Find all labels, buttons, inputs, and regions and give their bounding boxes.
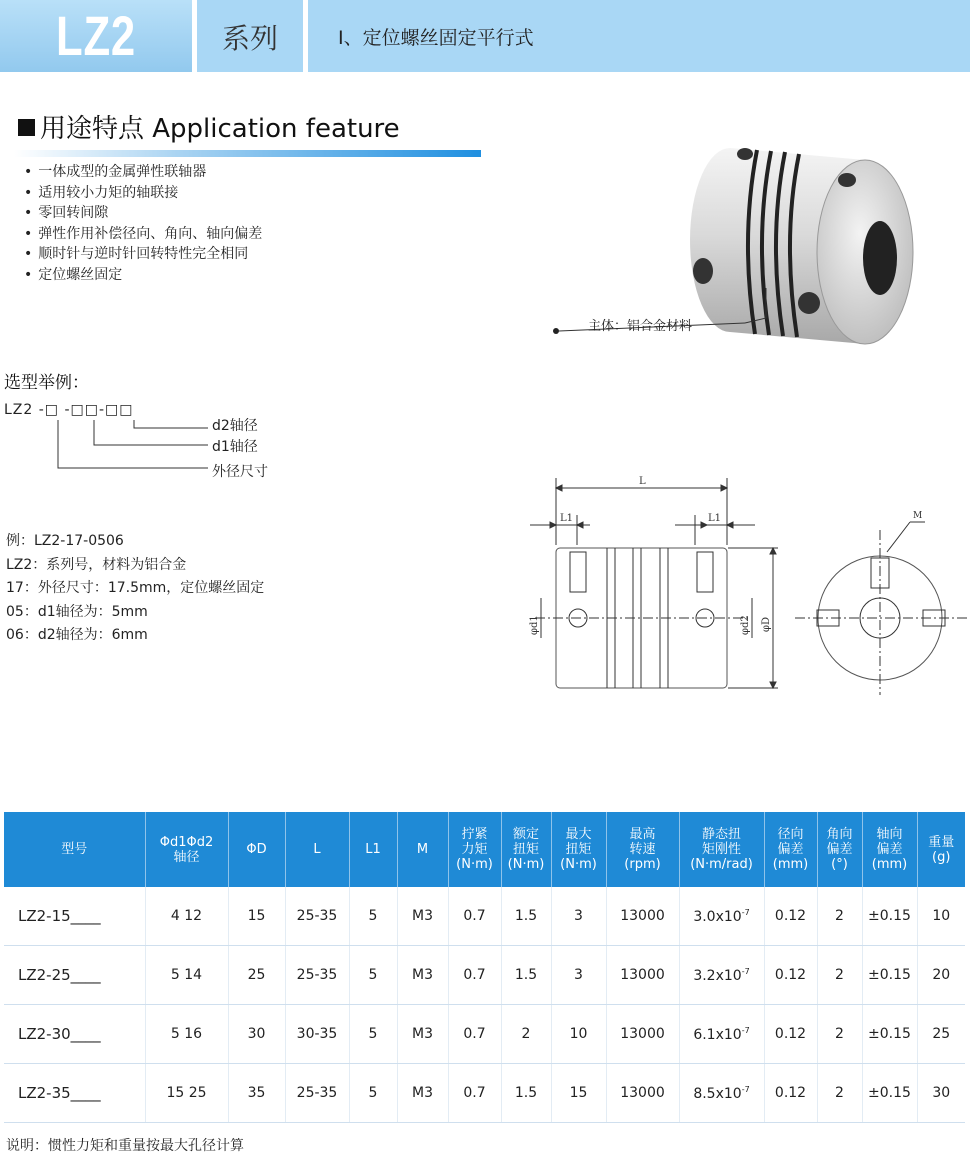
table-row: LZ2-35____ 15 25 35 25-35 5 M3 0.7 1.5 15 13000 $8.5x10^{-7}$ 0.12 2 ±0.15 30	[4, 1064, 965, 1123]
dim-L1-right: L1	[708, 513, 722, 524]
header-rated-torque: 额定 扭矩 (N·m)	[501, 812, 551, 887]
annotation-d1: d1轴径	[212, 439, 258, 455]
example-line: 06：d2轴径为：6mm	[6, 627, 148, 643]
table-header-row	[4, 812, 965, 887]
header-bore: Φd1Φd2 轴径	[145, 812, 228, 887]
header-angular: 角向 偏差 (°)	[817, 812, 862, 887]
feature-item: • 零回转间隙	[24, 203, 262, 224]
table-row: LZ2-25____ 5 14 25 25-35 5 M3 0.7 1.5 3 13000 $3.2x10^{-7}$ 0.12 2 ±0.15 20	[4, 946, 965, 1005]
example-line: 05：d1轴径为：5mm	[6, 604, 148, 620]
selection-title: 选型举例：	[4, 373, 89, 393]
header-axial: 轴向 偏差 (mm)	[862, 812, 917, 887]
annotation-outer: 外径尺寸	[212, 464, 268, 480]
application-title	[18, 108, 400, 145]
header-L1: L1	[349, 812, 397, 887]
header-max-speed: 最高 转速 (rpm)	[606, 812, 679, 887]
dim-L: L	[639, 476, 646, 487]
feature-item: • 适用较小力矩的轴联接	[24, 183, 262, 204]
material-label: 主体：铝合金材料	[588, 319, 693, 334]
dim-D: φD	[761, 616, 772, 632]
dim-d2: φd2	[740, 615, 751, 635]
example-line: LZ2：系列号，材料为铝合金	[6, 557, 187, 573]
example-line: 例：LZ2-17-0506	[6, 533, 124, 549]
dim-M: M	[913, 511, 923, 521]
header-max-torque: 最大 扭矩 (N·m)	[551, 812, 606, 887]
header-weight: 重量 (g)	[917, 812, 965, 887]
title-underline-bar	[14, 150, 481, 157]
feature-list	[24, 162, 262, 286]
selection-leader-lines	[50, 418, 210, 474]
feature-item: • 顺时针与逆时针回转特性完全相同	[24, 244, 262, 265]
footnote: 说明：惯性力矩和重量按最大孔径计算	[6, 1138, 244, 1154]
feature-item: • 弹性作用补偿径向、角向、轴向偏差	[24, 224, 262, 245]
table-row: LZ2-15____ 4 12 15 25-35 5 M3 0.7 1.5 3 13000 $3.0x10^{-7}$ 0.12 2 ±0.15 10	[4, 887, 965, 946]
technical-drawing	[515, 470, 970, 700]
series-subtitle: Ⅰ、定位螺丝固定平行式	[338, 27, 534, 49]
dim-d1: φd1	[529, 615, 540, 635]
series-word: 系列	[221, 22, 278, 55]
header-L: L	[285, 812, 349, 887]
header-model: 型号	[4, 812, 145, 887]
application-title-text: 用途特点 Application feature	[40, 114, 400, 144]
header-stiffness: 静态扭 矩刚性 (N·m/rad)	[679, 812, 764, 887]
series-code: LZ2	[56, 4, 136, 67]
header-tightening-torque: 拧紧 力矩 (N·m)	[448, 812, 501, 887]
feature-item: • 一体成型的金属弹性联轴器	[24, 162, 262, 183]
annotation-d2: d2轴径	[212, 418, 258, 434]
example-line: 17：外径尺寸：17.5mm，定位螺丝固定	[6, 580, 265, 596]
selection-code: LZ2 -□ -□□-□□	[4, 402, 134, 418]
square-bullet-icon	[18, 119, 35, 136]
dim-L1-left: L1	[560, 513, 574, 524]
spec-table	[4, 812, 965, 1123]
table-row: LZ2-30____ 5 16 30 30-35 5 M3 0.7 2 10 13000 $6.1x10^{-7}$ 0.12 2 ±0.15 25	[4, 1005, 965, 1064]
header-D: ΦD	[228, 812, 285, 887]
feature-item: • 定位螺丝固定	[24, 265, 262, 286]
header-M: M	[397, 812, 448, 887]
header-radial: 径向 偏差 (mm)	[764, 812, 817, 887]
